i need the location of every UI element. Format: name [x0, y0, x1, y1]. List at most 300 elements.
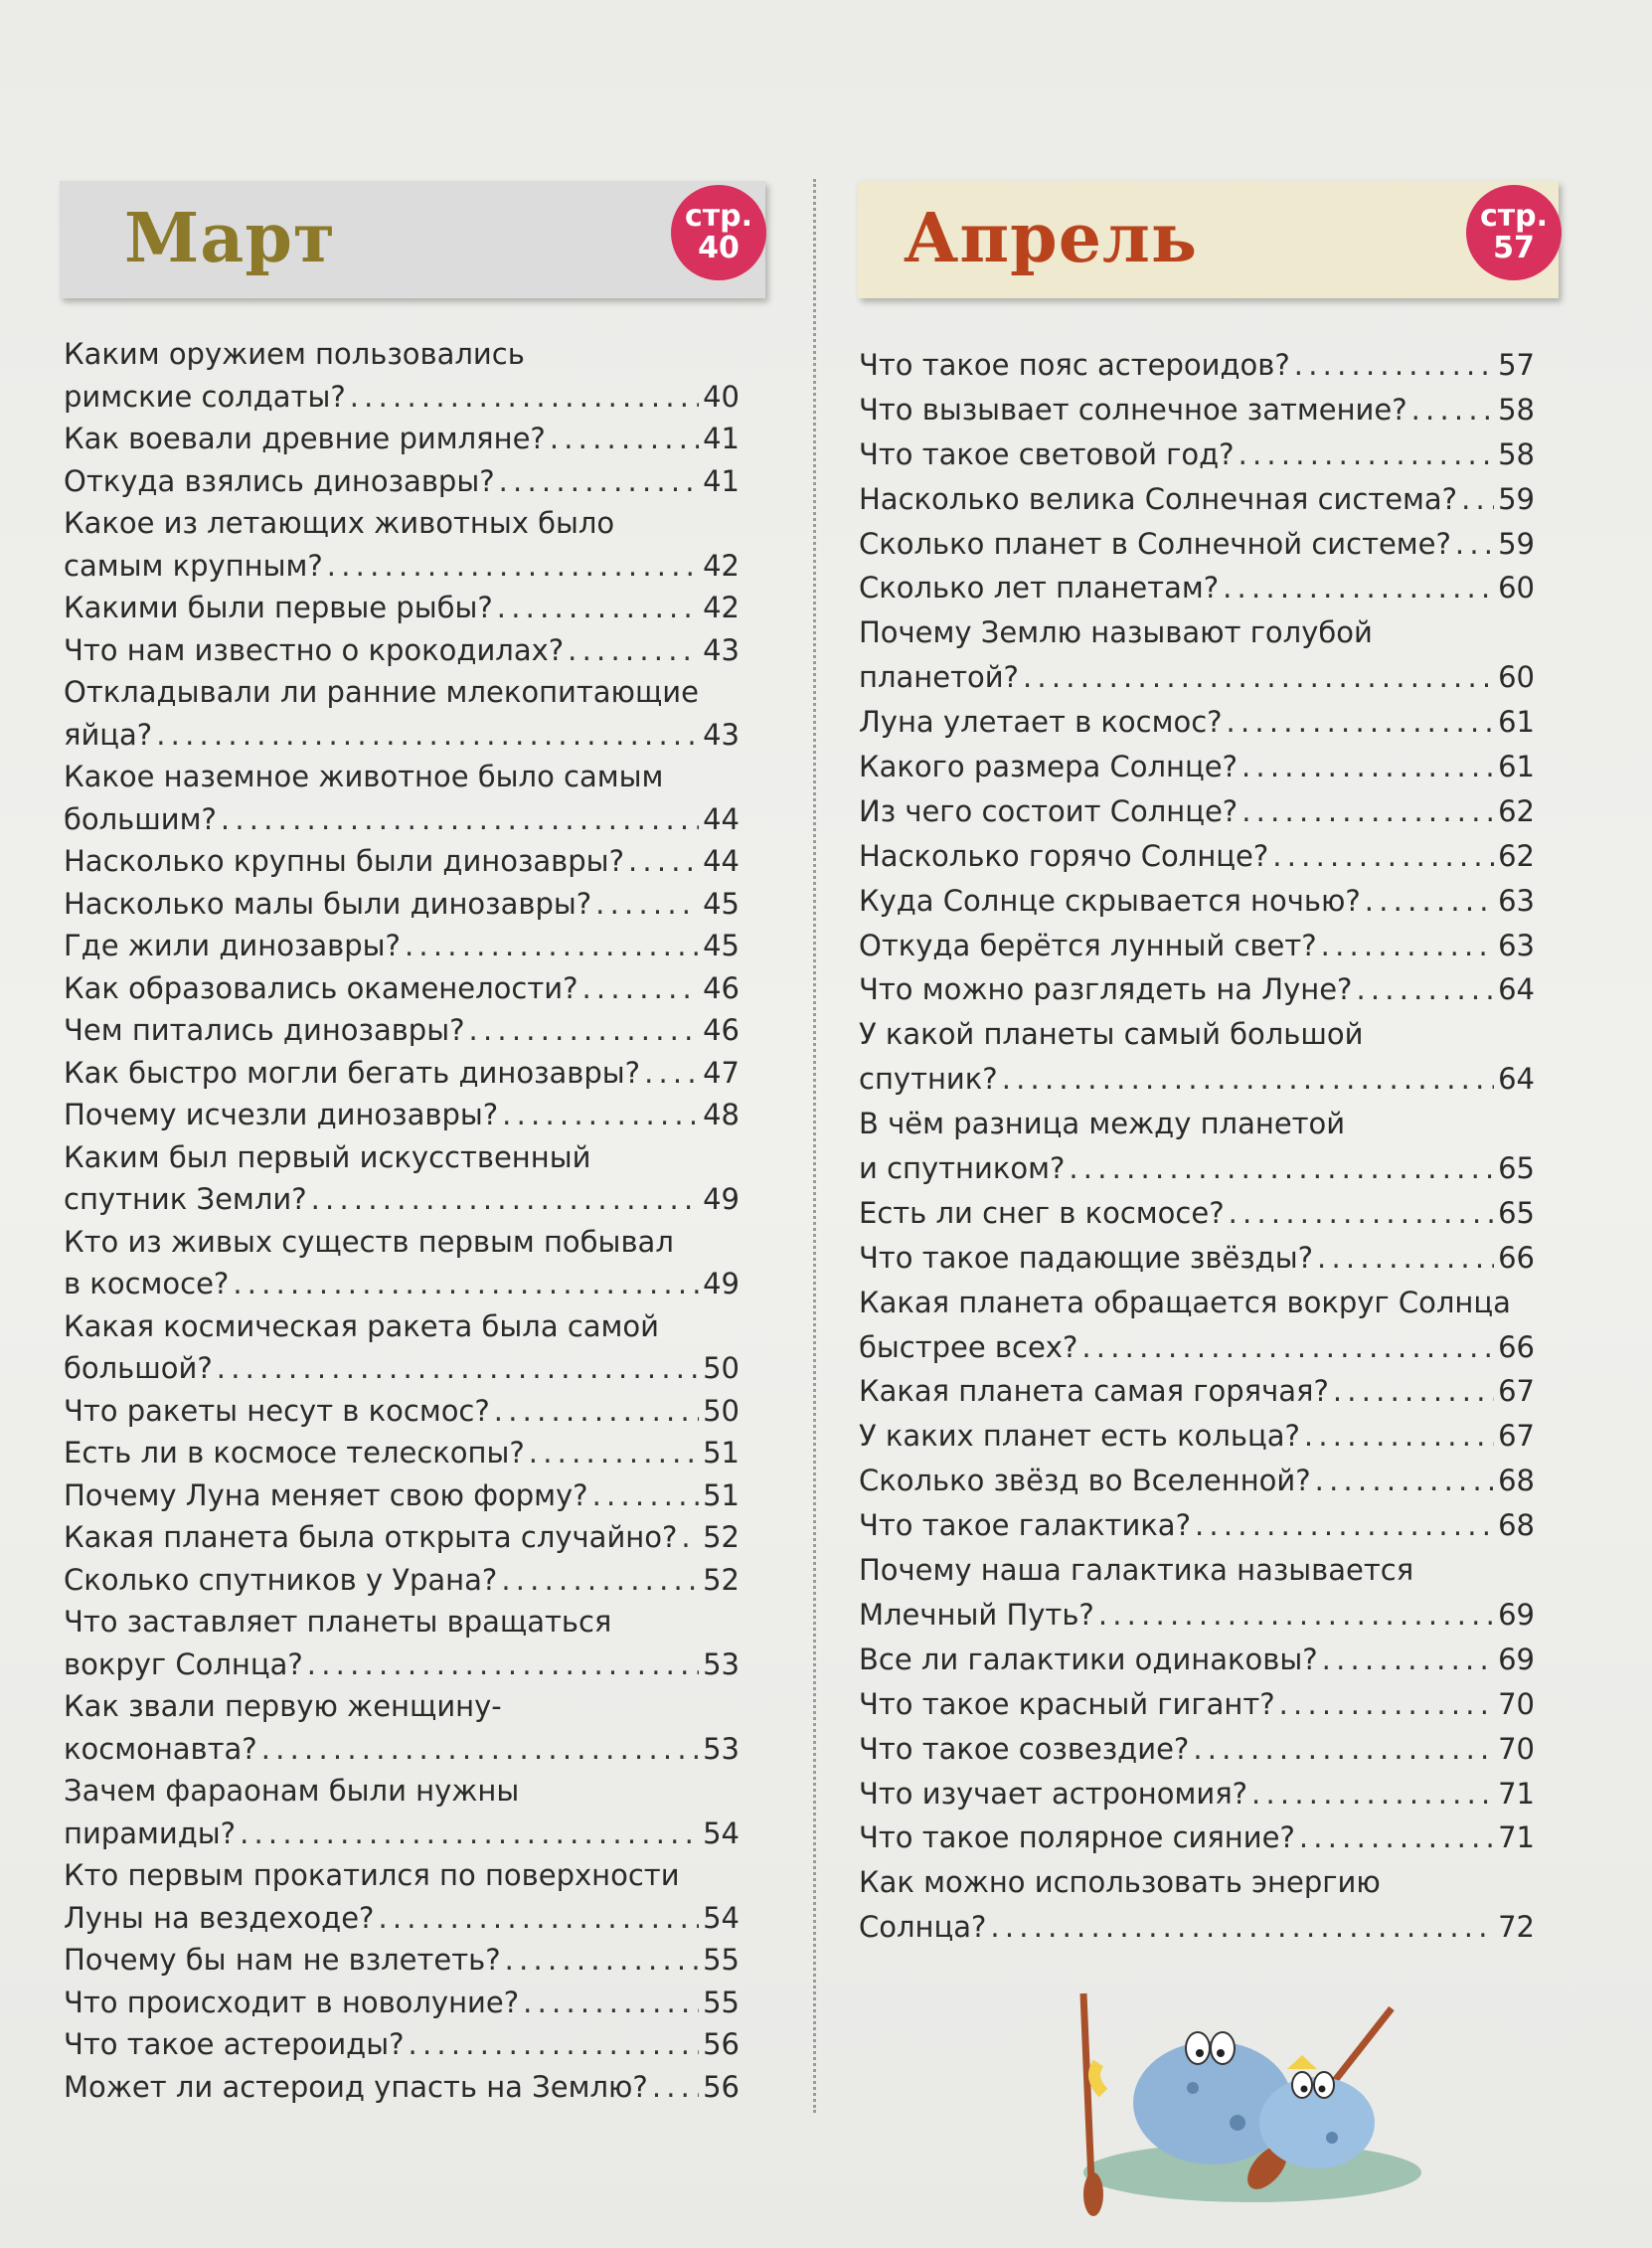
toc-entry-text: Почему наша галактика называется — [859, 1553, 1414, 1588]
toc-entry-line — [64, 883, 740, 926]
toc-page-number: 45 — [703, 929, 740, 962]
toc-entry — [64, 883, 740, 926]
toc-entry-text: Почему бы нам не взлететь? — [64, 1943, 501, 1977]
toc-entry — [859, 879, 1535, 924]
dot-leader — [499, 460, 699, 503]
toc-entry-text: римские солдаты? — [64, 379, 346, 414]
toc-entry — [859, 1816, 1535, 1860]
dot-leader — [350, 376, 699, 419]
toc-entry-line — [859, 1459, 1535, 1503]
toc-entry — [64, 2023, 740, 2066]
dot-leader — [1279, 1682, 1494, 1727]
toc-entry-line — [64, 1643, 740, 1686]
toc-page-number: 54 — [703, 1900, 740, 1935]
dot-leader — [523, 1982, 699, 2024]
toc-entry-line — [859, 1146, 1535, 1191]
dot-leader — [502, 1094, 699, 1136]
toc-entry-line — [64, 2066, 740, 2109]
toc-page-number: 61 — [1498, 705, 1535, 740]
toc-entry-line — [859, 1325, 1535, 1370]
april-contents-list — [859, 343, 1535, 1950]
toc-entry — [64, 460, 740, 503]
toc-entry-text: Зачем фараонам были нужны — [64, 1774, 520, 1808]
toc-entry-text: Что такое созвездие? — [859, 1731, 1190, 1766]
toc-page-number: 56 — [703, 2027, 740, 2061]
dot-leader — [261, 1728, 699, 1771]
toc-entry-line — [64, 418, 740, 460]
toc-entry-text: Почему Луна меняет свою форму? — [64, 1477, 588, 1512]
dot-leader — [681, 1516, 699, 1559]
toc-entry-line — [64, 1982, 740, 2024]
dot-leader — [1365, 879, 1494, 924]
toc-entry-text: планетой? — [859, 660, 1019, 695]
toc-entry-text: Что ракеты несут в космос? — [64, 1393, 490, 1428]
toc-entry-text: Кто первым прокатился по поверхности — [64, 1858, 680, 1892]
toc-entry-text: Какая планета самая горячая? — [859, 1374, 1329, 1409]
toc-page-number: 43 — [703, 632, 740, 667]
toc-entry-text: Что такое световой год? — [859, 436, 1235, 471]
toc-entry — [859, 1281, 1535, 1370]
april-page-badge — [1466, 185, 1562, 280]
dot-leader — [1098, 1593, 1494, 1638]
toc-page-number: 58 — [1498, 436, 1535, 471]
toc-entry-line — [859, 924, 1535, 968]
dot-leader — [1315, 1459, 1494, 1503]
toc-entry-text: Что происходит в новолуние? — [64, 1985, 520, 2019]
toc-entry-text: Какое из летающих животных было — [64, 506, 615, 540]
toc-entry — [64, 756, 740, 840]
toc-entry-text: Какая планета была открыта случайно? — [64, 1520, 678, 1554]
toc-entry-line — [859, 1638, 1535, 1682]
toc-entry-text: Что такое астероиды? — [64, 2027, 405, 2061]
toc-entry-line — [64, 1094, 740, 1136]
toc-entry — [64, 1559, 740, 1602]
toc-entry — [859, 1860, 1535, 1950]
dot-leader — [156, 714, 699, 757]
toc-entry-line — [859, 655, 1535, 700]
dot-leader — [1455, 522, 1494, 567]
toc-entry-line — [64, 798, 740, 841]
toc-page-number: 54 — [703, 1816, 740, 1850]
toc-page-number: 69 — [1498, 1642, 1535, 1676]
dot-leader — [409, 2023, 700, 2066]
toc-entry — [64, 1685, 740, 1770]
toc-entry-text: У какой планеты самый большой — [859, 1017, 1364, 1052]
toc-entry-text: Как звали первую женщину- — [64, 1689, 502, 1723]
toc-entry-line — [64, 840, 740, 883]
dot-leader — [1251, 1772, 1494, 1816]
toc-entry-text: Что вызывает солнечное затмение? — [859, 392, 1407, 427]
toc-entry-text: быстрее всех? — [859, 1329, 1078, 1364]
toc-page-number: 66 — [1498, 1240, 1535, 1275]
toc-page-number: 49 — [703, 1267, 740, 1300]
toc-entry — [64, 967, 740, 1010]
toc-entry-line — [859, 432, 1535, 477]
toc-page-number: 71 — [1498, 1820, 1535, 1855]
toc-entry-line — [859, 388, 1535, 432]
toc-entry-text: Какая планета обращается вокруг Солнца — [859, 1285, 1511, 1319]
march-contents-list — [64, 333, 740, 2108]
dot-leader — [628, 840, 699, 883]
toc-entry — [859, 1369, 1535, 1414]
toc-entry-line — [64, 967, 740, 1010]
toc-entry-text: Насколько велика Солнечная система? — [859, 481, 1458, 516]
toc-entry — [64, 840, 740, 883]
dot-leader — [581, 967, 699, 1010]
toc-entry — [64, 1516, 740, 1559]
toc-entry-text: Может ли астероид упасть на Землю? — [64, 2069, 648, 2104]
dot-leader — [469, 1009, 700, 1052]
toc-entry — [64, 1854, 740, 1939]
toc-entry — [64, 1305, 740, 1390]
toc-entry — [64, 1052, 740, 1095]
toc-entry-line — [859, 879, 1535, 924]
dot-leader — [1461, 477, 1494, 522]
dot-leader — [1294, 343, 1494, 388]
toc-entry-line — [64, 1432, 740, 1474]
toc-page-number: 45 — [703, 886, 740, 921]
toc-entry-line — [859, 522, 1535, 567]
toc-entry — [64, 671, 740, 756]
toc-entry — [859, 343, 1535, 388]
dot-leader — [529, 1432, 699, 1474]
toc-entry-text: Откуда взялись динозавры? — [64, 463, 495, 498]
toc-page-number: 61 — [1498, 750, 1535, 784]
toc-entry-text: Есть ли снег в космосе? — [859, 1195, 1225, 1230]
toc-page-number: 42 — [703, 548, 740, 583]
toc-entry-text: Из чего состоит Солнце? — [859, 793, 1239, 828]
toc-entry-text: Каким был первый искусственный — [64, 1139, 591, 1174]
dot-leader — [240, 1813, 699, 1855]
toc-entry-text: Насколько малы были динозавры? — [64, 886, 592, 921]
toc-entry-text: Что такое полярное сияние? — [859, 1820, 1295, 1855]
march-section-header — [60, 181, 765, 298]
toc-entry-text: Какими были первые рыбы? — [64, 591, 493, 624]
toc-page-number: 62 — [1498, 838, 1535, 873]
toc-entry — [64, 1601, 740, 1685]
dot-leader — [644, 1052, 699, 1095]
badge-label: стр. — [1479, 199, 1549, 234]
dot-leader — [405, 925, 699, 967]
toc-entry-text: Есть ли в космосе телескопы? — [64, 1436, 525, 1470]
dot-leader — [550, 418, 699, 460]
column-divider — [813, 179, 816, 2113]
toc-entry-text: в космосе? — [64, 1267, 230, 1300]
toc-page-number: 68 — [1498, 1508, 1535, 1543]
toc-entry-line — [64, 376, 740, 419]
toc-entry-text: Где жили динозавры? — [64, 929, 401, 962]
toc-entry-text: Луны на вездеходе? — [64, 1900, 375, 1935]
toc-entry — [64, 1136, 740, 1221]
toc-entry-line — [64, 925, 740, 967]
toc-entry-text: Что такое падающие звёзды? — [859, 1240, 1314, 1275]
dot-leader — [1069, 1146, 1494, 1191]
toc-entry-text: Как воевали древние римляне? — [64, 422, 546, 455]
toc-entry-line — [859, 1414, 1535, 1459]
toc-entry-text: вокруг Солнца? — [64, 1646, 303, 1681]
toc-page-number: 43 — [703, 717, 740, 752]
toc-entry-line — [859, 1682, 1535, 1727]
toc-entry-line — [64, 545, 740, 588]
toc-entry-text: Откуда берётся лунный свет? — [859, 928, 1317, 962]
toc-entry — [64, 925, 740, 967]
toc-entry-text: Откладывали ли ранние млекопитающие — [64, 675, 699, 709]
toc-entry-line — [64, 587, 740, 629]
toc-entry-text: Как быстро могли бегать динозавры? — [64, 1055, 641, 1090]
toc-entry-text: Что можно разглядеть на Луне? — [859, 972, 1353, 1007]
toc-entry-line — [859, 343, 1535, 388]
dot-leader — [378, 1897, 699, 1940]
toc-entry-text: спутник Земли? — [64, 1182, 307, 1216]
toc-entry — [64, 418, 740, 460]
dot-leader — [221, 798, 699, 841]
badge-label: стр. — [684, 199, 753, 234]
toc-page-number: 44 — [703, 801, 740, 836]
toc-entry-text: Каким оружием пользовались — [64, 337, 525, 371]
toc-page-number: 67 — [1498, 1374, 1535, 1409]
toc-entry-line — [859, 745, 1535, 789]
toc-page-number: 67 — [1498, 1419, 1535, 1454]
dot-leader — [327, 545, 699, 588]
dot-leader — [217, 1347, 699, 1390]
toc-entry-line — [859, 1236, 1535, 1281]
toc-entry — [64, 629, 740, 672]
toc-entry-text: большой? — [64, 1351, 213, 1385]
toc-entry — [859, 1503, 1535, 1548]
toc-entry-text: Что нам известно о крокодилах? — [64, 632, 565, 667]
dot-leader — [568, 629, 699, 672]
badge-number: 40 — [698, 231, 740, 265]
toc-entry — [859, 1414, 1535, 1459]
toc-page-number: 59 — [1498, 526, 1535, 561]
toc-page-number: 60 — [1498, 571, 1535, 605]
toc-entry-line — [64, 714, 740, 757]
dot-leader — [233, 1263, 699, 1305]
toc-entry — [64, 1939, 740, 1982]
toc-entry-line — [859, 1191, 1535, 1236]
toc-entry-line — [859, 834, 1535, 879]
dot-leader — [1223, 566, 1494, 610]
toc-entry — [859, 1772, 1535, 1816]
toc-entry — [859, 477, 1535, 522]
toc-entry — [64, 1390, 740, 1433]
toc-entry-line — [64, 1263, 740, 1305]
toc-page-number: 49 — [703, 1182, 740, 1216]
toc-entry — [859, 1191, 1535, 1236]
dot-leader — [501, 1559, 699, 1602]
dot-leader — [1322, 1638, 1494, 1682]
dot-leader — [1023, 655, 1494, 700]
dot-leader — [990, 1905, 1494, 1950]
toc-page-number: 70 — [1498, 1686, 1535, 1721]
toc-page-number: 58 — [1498, 392, 1535, 427]
toc-page-number: 59 — [1498, 481, 1535, 516]
toc-page-number: 53 — [703, 1646, 740, 1681]
toc-entry-text: Куда Солнце скрывается ночью? — [859, 883, 1361, 918]
toc-entry-text: Почему Землю называют голубой — [859, 615, 1373, 650]
toc-entry-line — [64, 1347, 740, 1390]
toc-entry-text: Сколько планет в Солнечной системе? — [859, 526, 1451, 561]
badge-number: 57 — [1493, 231, 1535, 265]
toc-entry-text: Как можно использовать энергию — [859, 1865, 1381, 1900]
toc-entry-line — [64, 1052, 740, 1095]
dot-leader — [1193, 1727, 1494, 1772]
toc-page-number: 60 — [1498, 660, 1535, 695]
toc-entry-text: Какого размера Солнце? — [859, 750, 1238, 784]
march-page-badge — [671, 185, 766, 280]
toc-entry — [859, 1638, 1535, 1682]
toc-page-number: 48 — [703, 1098, 740, 1131]
dot-leader — [505, 1939, 699, 1982]
toc-entry — [859, 522, 1535, 567]
toc-page-number: 63 — [1498, 883, 1535, 918]
toc-entry — [859, 388, 1535, 432]
toc-entry — [859, 1102, 1535, 1191]
toc-page-number: 52 — [703, 1562, 740, 1597]
dot-leader — [1299, 1816, 1494, 1860]
toc-entry-line — [64, 1559, 740, 1602]
toc-entry-line — [64, 1939, 740, 1982]
toc-entry-line — [64, 1009, 740, 1052]
toc-page-number: 42 — [703, 591, 740, 624]
dot-leader — [1229, 1191, 1495, 1236]
asteroid-characters-rowing-illustration — [1064, 1974, 1441, 2222]
toc-page-number: 64 — [1498, 972, 1535, 1007]
toc-page-number: 65 — [1498, 1195, 1535, 1230]
toc-entry-line — [859, 1369, 1535, 1414]
toc-entry-line — [859, 1503, 1535, 1548]
toc-entry-line — [64, 1728, 740, 1771]
toc-entry — [64, 1770, 740, 1854]
toc-entry-line — [64, 1897, 740, 1940]
toc-entry-line — [64, 1813, 740, 1855]
toc-entry-text: Насколько крупны были динозавры? — [64, 844, 624, 878]
toc-entry-text: Сколько спутников у Урана? — [64, 1562, 498, 1597]
toc-page-number: 46 — [703, 1013, 740, 1047]
toc-entry-line — [859, 477, 1535, 522]
toc-entry — [859, 1012, 1535, 1102]
toc-entry-line — [64, 1474, 740, 1517]
toc-page-number: 50 — [703, 1351, 740, 1385]
dot-leader — [1239, 432, 1495, 477]
toc-page-number: 51 — [703, 1436, 740, 1470]
toc-entry-line — [64, 629, 740, 672]
toc-entry-line — [859, 566, 1535, 610]
toc-entry-text: Чем питались динозавры? — [64, 1013, 465, 1047]
toc-page-number: 40 — [703, 379, 740, 414]
toc-page-number: 70 — [1498, 1731, 1535, 1766]
toc-entry-line — [859, 1057, 1535, 1102]
dot-leader — [311, 1178, 700, 1221]
toc-entry-text: и спутником? — [859, 1151, 1066, 1186]
toc-page-number: 46 — [703, 970, 740, 1005]
toc-page-number: 64 — [1498, 1062, 1535, 1097]
toc-page-number: 51 — [703, 1477, 740, 1512]
toc-entry — [64, 2066, 740, 2109]
dot-leader — [592, 1474, 700, 1517]
dot-leader — [1356, 967, 1494, 1012]
dot-leader — [1081, 1325, 1494, 1370]
toc-entry-line — [64, 1516, 740, 1559]
toc-entry — [859, 566, 1535, 610]
toc-entry-text: Как образовались окаменелости? — [64, 970, 578, 1005]
dot-leader — [1241, 745, 1494, 789]
toc-entry-text: спутник? — [859, 1062, 998, 1097]
dot-leader — [1304, 1414, 1494, 1459]
toc-entry-text: Все ли галактики одинаковы? — [859, 1642, 1318, 1676]
dot-leader — [1241, 789, 1494, 834]
toc-page-number: 69 — [1498, 1597, 1535, 1632]
toc-entry-text: самым крупным? — [64, 548, 323, 583]
toc-entry-text: Солнца? — [859, 1910, 987, 1945]
toc-page-number: 56 — [703, 2069, 740, 2104]
toc-entry — [64, 1221, 740, 1305]
toc-entry-line — [64, 1390, 740, 1433]
toc-page-number: 50 — [703, 1393, 740, 1428]
toc-page-number: 44 — [703, 844, 740, 878]
toc-entry-line — [64, 2023, 740, 2066]
toc-entry-line — [859, 967, 1535, 1012]
toc-entry — [859, 789, 1535, 834]
toc-page-number: 47 — [703, 1055, 740, 1090]
dot-leader — [1317, 1236, 1494, 1281]
toc-entry-text: Что изучает астрономия? — [859, 1776, 1248, 1811]
toc-page-number: 57 — [1498, 348, 1535, 382]
dot-leader — [494, 1390, 699, 1433]
toc-entry-text: большим? — [64, 801, 217, 836]
toc-entry-text: Что заставляет планеты вращаться — [64, 1605, 612, 1639]
dot-leader — [1333, 1369, 1494, 1414]
toc-entry-line — [859, 1727, 1535, 1772]
toc-page-number: 66 — [1498, 1329, 1535, 1364]
toc-entry — [859, 432, 1535, 477]
toc-entry-line — [859, 789, 1535, 834]
toc-page-number: 62 — [1498, 793, 1535, 828]
dot-leader — [1272, 834, 1494, 879]
toc-entry — [64, 1982, 740, 2024]
dot-leader — [1195, 1503, 1494, 1548]
toc-entry — [859, 610, 1535, 700]
toc-entry-text: Что такое галактика? — [859, 1508, 1191, 1543]
dot-leader — [1227, 700, 1495, 745]
dot-leader — [1321, 924, 1494, 968]
toc-entry-text: Сколько лет планетам? — [859, 571, 1220, 605]
toc-entry — [859, 745, 1535, 789]
toc-entry — [64, 1094, 740, 1136]
dot-leader — [652, 2066, 699, 2109]
toc-entry — [64, 502, 740, 587]
dot-leader — [1411, 388, 1494, 432]
toc-entry-text: У каких планет есть кольца? — [859, 1419, 1300, 1454]
toc-entry — [859, 700, 1535, 745]
march-title: Март — [124, 199, 337, 278]
toc-entry-line — [859, 700, 1535, 745]
toc-entry — [859, 924, 1535, 968]
toc-entry-text: Какая космическая ракета была самой — [64, 1308, 660, 1343]
toc-page-number: 41 — [703, 422, 740, 455]
toc-entry-text: Млечный Путь? — [859, 1597, 1094, 1632]
toc-entry-line — [859, 1593, 1535, 1638]
dot-leader — [595, 883, 699, 926]
toc-entry-text: Кто из живых существ первым побывал — [64, 1224, 674, 1259]
toc-page-number: 68 — [1498, 1464, 1535, 1498]
toc-entry-line — [64, 1178, 740, 1221]
toc-page-number: 55 — [703, 1985, 740, 2019]
toc-entry-line — [859, 1816, 1535, 1860]
toc-entry-text: яйца? — [64, 717, 153, 752]
april-title: Апрель — [904, 199, 1199, 278]
toc-entry-text: Сколько звёзд во Вселенной? — [859, 1464, 1311, 1498]
